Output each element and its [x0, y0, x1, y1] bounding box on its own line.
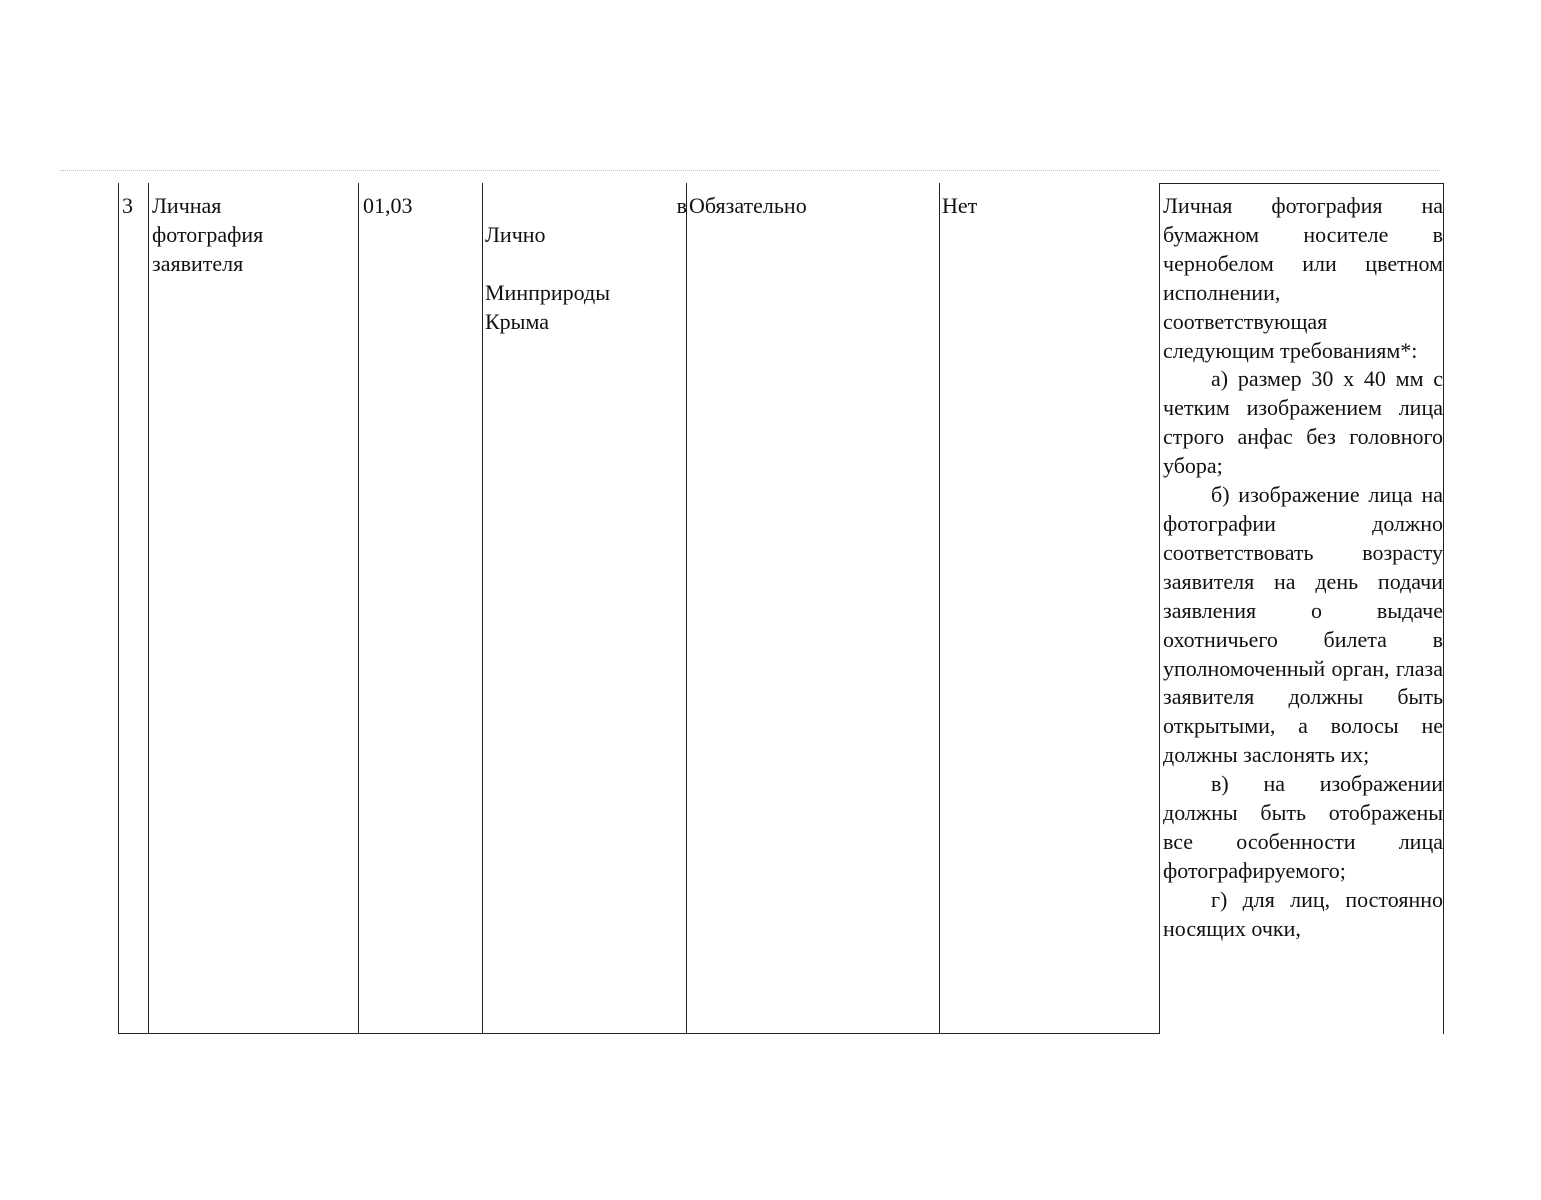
submission-text [485, 191, 685, 365]
column-divider [939, 183, 940, 1034]
column-divider [148, 183, 149, 1034]
submission-rest: Минприроды Крыма [485, 280, 610, 334]
cell-requirements [1159, 183, 1444, 1034]
required-value: Обязательно [689, 193, 807, 218]
requirement-a: а) размер 30 х 40 мм с четким изображением лица строго анфас без головного убора; [1163, 366, 1443, 479]
cell-number [122, 183, 144, 1034]
column-divider [482, 183, 483, 1034]
requirement-v: в) на изображении должны быть отображены все особенности лица фотографируемого; [1163, 771, 1443, 883]
cell-required [689, 183, 929, 1034]
code-value: 01,03 [363, 193, 413, 218]
submission-tail: в [676, 193, 687, 218]
requirements-table [118, 183, 1444, 1034]
requirements-text [1163, 192, 1443, 944]
submission-prefix: Лично [485, 222, 546, 247]
table-border-left [118, 183, 119, 1034]
requirement-b: б) изображение лица на фотографии должно соответствовать возрасту заявителя на день подачи заявления о выдаче охотничьего билета в уполномоченный орган, глаза заявителя должны быть открытыми, а волосы не должны заслонять их; [1163, 482, 1443, 768]
document-name: Личная фотография заявителя [152, 193, 264, 276]
cell-other [942, 183, 1142, 1034]
row-number: 3 [122, 193, 133, 218]
cell-submission [485, 183, 685, 1034]
requirements-intro: Личная фотография на бумажном носителе в чернобелом или цветном исполнении, соответствующая следующим требованиям*: [1163, 193, 1443, 363]
cell-code [363, 183, 473, 1034]
scan-rule [60, 170, 1440, 171]
other-value: Нет [942, 193, 978, 218]
requirement-g: г) для лиц, постоянно носящих очки, [1163, 886, 1443, 941]
column-divider [358, 183, 359, 1034]
column-divider [686, 183, 687, 1034]
cell-document-name [152, 183, 352, 1034]
